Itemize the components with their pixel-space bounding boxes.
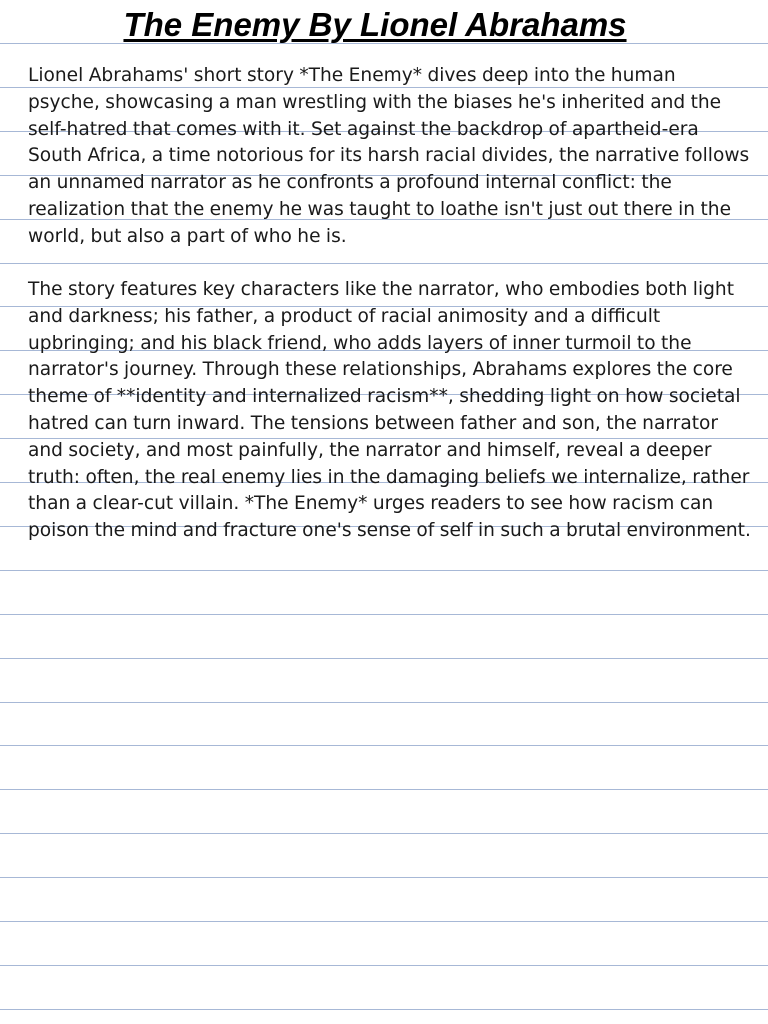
ruled-line — [0, 614, 768, 615]
paragraph-1: Lionel Abrahams' short story *The Enemy* dives deep into the human psyche, showcasing a man wrestling with the biases he's inherited and the self-hatred that comes with it. Set against the backdrop of apartheid-era South Africa, a time notorious for its harsh racial divides, the narrative follows an unnamed narrator as he confronts a profound internal conflict: the realization that the enemy he was taught to loathe isn't just out there in the world, but also a part of who he is. — [28, 65, 750, 247]
ruled-line — [0, 570, 768, 571]
ruled-line — [0, 1009, 768, 1010]
ruled-line — [0, 745, 768, 746]
ruled-line — [0, 702, 768, 703]
ruled-line — [0, 833, 768, 834]
ruled-line — [0, 921, 768, 922]
paragraph-2: The story features key characters like the narrator, who embodies both light and darkness; his father, a product of racial animosity and a difficult upbringing; and his black friend, who adds layers of inner turmoil to the narrator's journey. Through these relationships, Abrahams explores the core theme of **identity and internalized racism**, shedding light on how societal hatred can turn inward. The tensions between father and son, the narrator and society, and most painfully, the narrator and himself, reveal a deeper truth: often, the real enemy lies in the damaging beliefs we internalize, rather than a clear-cut villain. *The Enemy* urges readers to see how racism can poison the mind and fracture one's sense of self in such a brutal environment. — [28, 279, 751, 542]
ruled-line — [0, 965, 768, 966]
document-title: The Enemy By Lionel Abrahams — [123, 6, 627, 43]
ruled-line — [0, 877, 768, 878]
ruled-line — [0, 658, 768, 659]
ruled-line — [0, 789, 768, 790]
ruled-line — [0, 263, 768, 264]
